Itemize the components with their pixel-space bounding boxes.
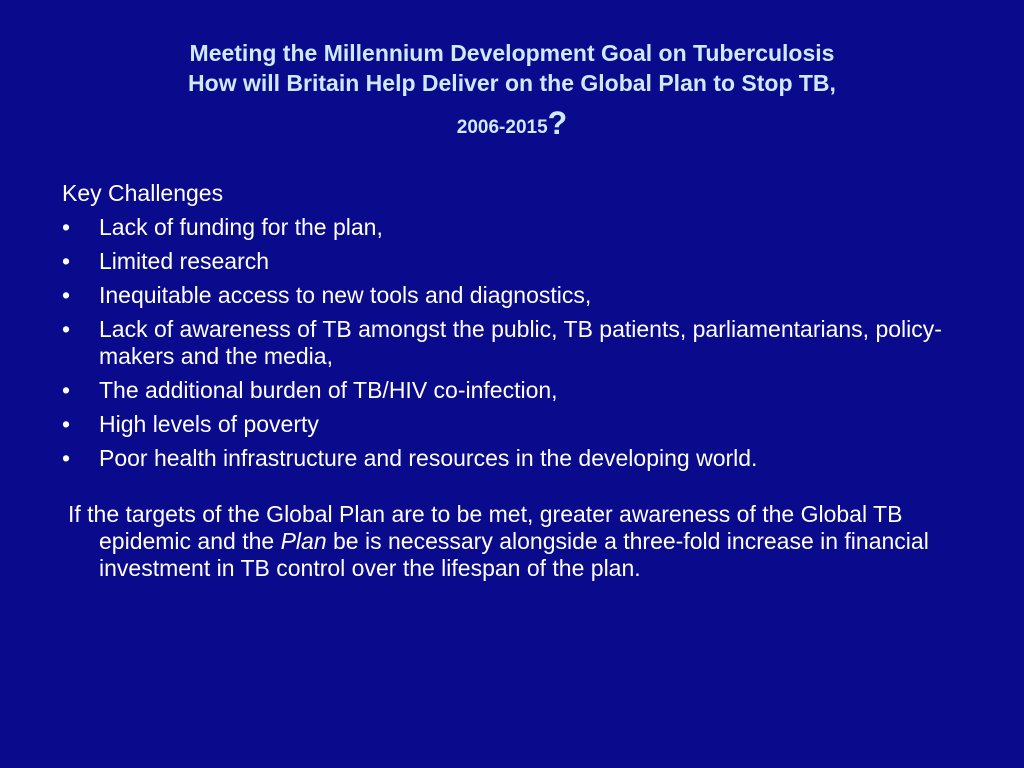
challenge-item [62, 248, 962, 275]
title-line-1: Meeting the Millennium Development Goal on Tuberculosis [189, 40, 835, 66]
challenges-list [62, 214, 962, 472]
challenge-text: The additional burden of TB/HIV co-infection, [99, 377, 558, 403]
title-years-line [60, 105, 964, 143]
bullet-marker: • [62, 411, 71, 437]
challenge-item [62, 316, 962, 370]
summary-paragraph [62, 501, 962, 582]
slide-body [62, 180, 962, 582]
bullet-marker: • [62, 282, 71, 308]
key-challenges-heading: Key Challenges [62, 180, 224, 206]
challenge-text: Lack of awareness of TB amongst the public, TB patients, parliamentarians, policy-makers and the media, [99, 316, 942, 369]
bullet-marker: • [62, 377, 71, 403]
challenge-text: Inequitable access to new tools and diagnostics, [99, 282, 592, 308]
bullet-marker: • [62, 214, 71, 240]
challenge-text: Limited research [99, 248, 270, 274]
slide-title [60, 38, 964, 143]
title-line-2: How will Britain Help Deliver on the Global Plan to Stop TB, [188, 70, 836, 96]
bullet-marker: • [62, 248, 71, 274]
challenge-item [62, 377, 962, 404]
summary-text-after: be is necessary alongside a three-fold increase in financial investment in TB control over the lifespan of the plan. [99, 528, 929, 581]
challenge-item [62, 411, 962, 438]
challenge-text: Lack of funding for the plan, [99, 214, 383, 240]
challenge-item [62, 282, 962, 309]
bullet-marker: • [62, 316, 71, 342]
challenge-item [62, 445, 962, 472]
challenge-text: High levels of poverty [99, 411, 319, 437]
summary-text-before: If the targets of the Global Plan are to be met, greater awareness of the Global TB epidemic and the [68, 501, 903, 554]
title-years: 2006-2015 [456, 117, 548, 138]
challenge-text: Poor health infrastructure and resources in the developing world. [99, 445, 758, 471]
challenge-item [62, 214, 962, 241]
summary-emphasis-plan: Plan [280, 528, 327, 554]
title-question-mark: ? [547, 105, 568, 141]
bullet-marker: • [62, 445, 71, 471]
